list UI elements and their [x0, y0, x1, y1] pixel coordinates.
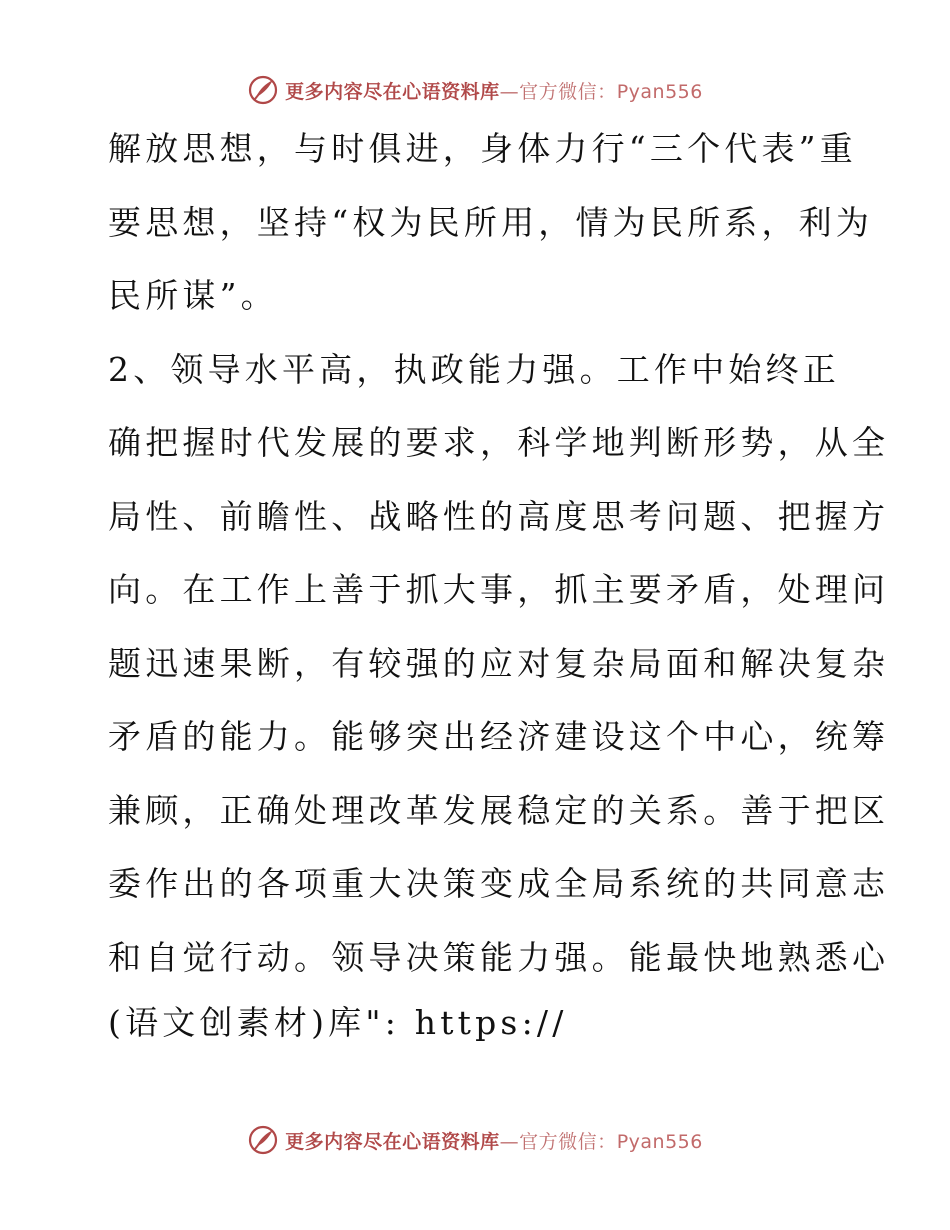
body-line-6: 局性、前瞻性、战略性的高度思考问题、把握方 — [108, 496, 890, 536]
footer-text-part2: —官方微信： — [499, 1130, 617, 1153]
body-line-10: 兼顾，正确处理改革发展稳定的关系。善于把区 — [108, 790, 890, 830]
footer-text-part1: 更多内容尽在心语资料库 — [285, 1130, 500, 1153]
header-banner — [0, 70, 950, 110]
body-line-9: 矛盾的能力。能够突出经济建设这个中心，统筹 — [108, 717, 890, 756]
body-line-8: 题迅速果断，有较强的应对复杂局面和解决复杂 — [108, 643, 890, 683]
body-line-13: (语文创素材)库": https:// — [108, 1003, 568, 1042]
body-line-11: 委作出的各项重大决策变成全局系统的共同意志 — [108, 864, 890, 903]
feather-pen-logo-icon — [247, 74, 279, 106]
feather-pen-logo-icon — [247, 1124, 279, 1156]
header-text-part1: 更多内容尽在心语资料库 — [285, 80, 500, 103]
footer-wechat-id: Pyan556 — [616, 1130, 703, 1153]
header-wechat-id: Pyan556 — [616, 80, 703, 103]
body-line-1: 解放思想，与时俱进，身体力行“三个代表”重 — [108, 129, 857, 168]
footer-banner — [0, 1120, 950, 1160]
header-text — [285, 77, 703, 104]
footer-text — [285, 1127, 703, 1154]
body-line-4: 2、领导水平高，执政能力强。工作中始终正 — [108, 349, 840, 389]
header-text-part2: —官方微信： — [499, 80, 617, 103]
body-line-2: 要思想，坚持“权为民所用，情为民所系，利为 — [108, 202, 874, 242]
body-line-12: 和自觉行动。领导决策能力强。能最快地熟悉心 — [108, 937, 890, 977]
body-line-7: 向。在工作上善于抓大事，抓主要矛盾，处理问 — [108, 570, 890, 609]
body-line-3: 民所谋”。 — [108, 276, 278, 315]
document-body — [108, 112, 890, 1052]
body-line-5: 确把握时代发展的要求，科学地判断形势，从全 — [108, 423, 890, 462]
